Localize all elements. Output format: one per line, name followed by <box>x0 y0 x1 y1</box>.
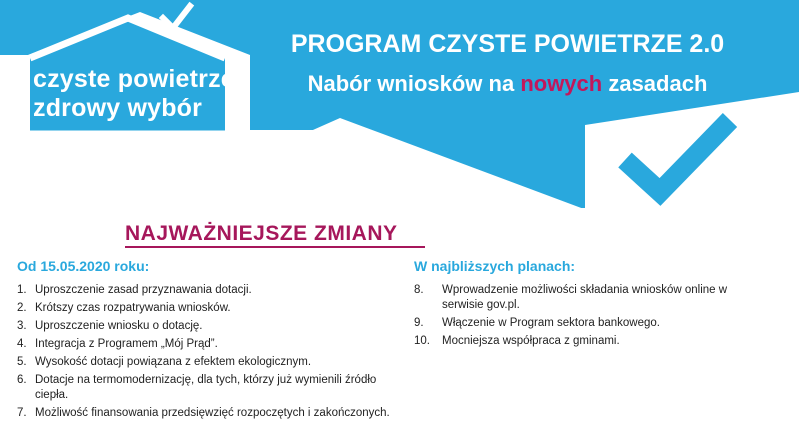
item-text: Włączenie w Program sektora bankowego. <box>442 317 660 329</box>
item-text: Możliwość finansowania przedsięwzięć rozpoczętych i zakończonych. <box>35 407 390 419</box>
subtitle-end: zasadach <box>602 71 708 96</box>
item-number: 9. <box>414 317 424 329</box>
item-text: Mocniejsza współpraca z gminami. <box>442 335 620 347</box>
item-text: Wprowadzenie możliwości składania wniosków online w serwisie gov.pl. <box>442 284 728 311</box>
logo-line-1: czyste powietrze <box>33 65 235 93</box>
item-text: Uproszczenie zasad przyznawania dotacji. <box>35 284 252 296</box>
item-text: Integracja z Programem „Mój Prąd”. <box>35 338 218 350</box>
list-item <box>17 319 397 334</box>
heading-underline <box>125 246 425 248</box>
subtitle-highlight: nowych <box>520 71 603 96</box>
list-item <box>17 337 397 352</box>
item-number: 6. <box>17 374 27 386</box>
item-number: 10. <box>414 335 430 347</box>
right-column-title: W najbliższych planach: <box>414 258 576 274</box>
list-item <box>17 406 397 421</box>
item-text: Uproszczenie wniosku o dotację. <box>35 320 203 332</box>
program-subtitle <box>245 71 770 97</box>
item-number: 2. <box>17 302 27 314</box>
section-heading: NAJWAŻNIEJSZE ZMIANY <box>125 222 398 245</box>
list-item <box>414 334 754 349</box>
item-text: Wysokość dotacji powiązana z efektem ekologicznym. <box>35 356 312 368</box>
item-number: 7. <box>17 407 27 419</box>
logo-line-2: zdrowy wybór <box>33 94 203 122</box>
list-item <box>17 301 397 316</box>
list-item <box>414 283 754 313</box>
subtitle-start: Nabór wniosków na <box>307 71 521 96</box>
right-plans-list <box>414 283 754 352</box>
list-item <box>17 373 397 403</box>
item-text: Krótszy czas rozpatrywania wniosków. <box>35 302 231 314</box>
item-number: 4. <box>17 338 27 350</box>
item-number: 1. <box>17 284 27 296</box>
item-number: 5. <box>17 356 27 368</box>
left-changes-list <box>17 283 397 424</box>
item-text: Dotacje na termomodernizację, dla tych, którzy już wymienili źródło ciepła. <box>35 374 377 401</box>
list-item <box>17 355 397 370</box>
list-item <box>414 316 754 331</box>
left-column-title: Od 15.05.2020 roku: <box>17 258 150 274</box>
list-item <box>17 283 397 298</box>
item-number: 3. <box>17 320 27 332</box>
item-number: 8. <box>414 284 424 296</box>
program-title: PROGRAM CZYSTE POWIETRZE 2.0 <box>290 30 725 58</box>
